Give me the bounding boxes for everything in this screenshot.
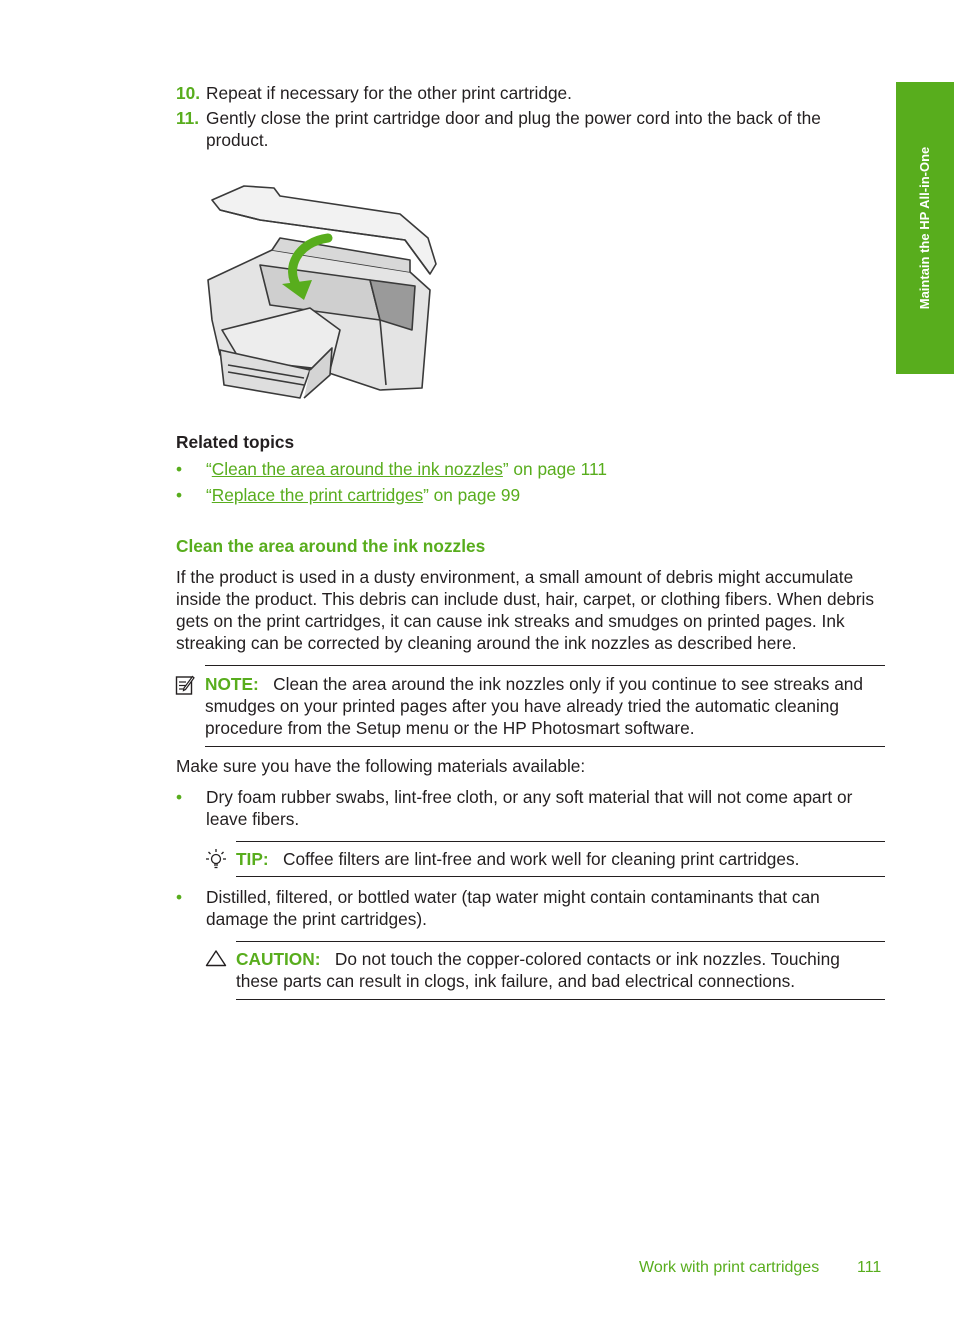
side-tab	[896, 82, 954, 374]
page-ref: ” on page 111	[502, 459, 607, 479]
related-topics-heading: Related topics	[176, 432, 295, 452]
note-top-rule	[205, 665, 885, 666]
tip-block	[236, 848, 885, 870]
section-heading: Clean the area around the ink nozzles	[176, 536, 486, 556]
material-text: Dry foam rubber swabs, lint-free cloth, or any soft material that will not come apart or leave fibers.	[206, 787, 853, 829]
caution-triangle-icon	[205, 949, 227, 967]
note-label: NOTE:	[205, 674, 259, 694]
material-text: Distilled, filtered, or bottled water (tap water might contain contaminants that can damage the print cartridges).	[206, 887, 820, 929]
footer-section-title: Work with print cartridges	[639, 1259, 820, 1276]
step-number: 11.	[176, 108, 200, 128]
intro-paragraph: If the product is used in a dusty environment, a small amount of debris might accumulate inside the product. This debris can include dust, hair, carpet, or clothing fibers. When debris gets on the print cartridges, it can cause ink streaks and smudges on printed pages. Ink streaking can be corrected by cleaning around the ink nozzles as described here.	[176, 567, 875, 653]
note-block	[205, 673, 885, 739]
materials-intro: Make sure you have the following materials available:	[176, 756, 586, 776]
tip-top-rule	[236, 841, 885, 842]
bullet: •	[176, 787, 183, 807]
note-bottom-rule	[205, 746, 885, 747]
page-ref: ” on page 99	[423, 485, 521, 505]
link-text[interactable]: Clean the area around the ink nozzles	[211, 459, 503, 479]
quote-open: “	[206, 485, 212, 505]
caution-text: Do not touch the copper-colored contacts or ink nozzles. Touching these parts can result in clogs, ink failure, and bad electrical connections.	[236, 949, 840, 991]
caution-bottom-rule	[236, 999, 885, 1000]
material-item	[176, 886, 886, 930]
step-text: Gently close the print cartridge door and plug the power cord into the back of the product.	[206, 108, 821, 150]
tip-label: TIP:	[236, 849, 269, 869]
caution-top-rule	[236, 941, 885, 942]
bullet: •	[176, 887, 183, 907]
quote-open: “	[206, 459, 212, 479]
bullet: •	[176, 485, 183, 505]
bullet: •	[176, 459, 183, 479]
related-item	[176, 458, 607, 480]
side-tab-label: Maintain the HP All-in-One	[917, 146, 932, 310]
caution-block	[236, 948, 885, 992]
related-item	[176, 484, 520, 506]
material-item	[176, 786, 886, 830]
step-text: Repeat if necessary for the other print cartridge.	[206, 83, 572, 103]
step-11	[176, 107, 866, 151]
printer-illustration	[200, 180, 445, 402]
tip-bottom-rule	[236, 876, 885, 877]
caution-label: CAUTION:	[236, 949, 321, 969]
page-number: 111	[857, 1259, 882, 1276]
step-number: 10.	[176, 83, 201, 103]
note-text: Clean the area around the ink nozzles only if you continue to see streaks and smudges on your printed pages after you have already tried the automatic cleaning procedure from the Setup menu or the HP Photosmart software.	[205, 674, 864, 738]
link-text[interactable]: Replace the print cartridges	[211, 485, 424, 505]
note-icon	[175, 674, 195, 696]
lightbulb-icon	[205, 848, 227, 872]
related-link-replace-cartridges[interactable]	[206, 485, 520, 505]
tip-text: Coffee filters are lint-free and work well for cleaning print cartridges.	[283, 849, 800, 869]
step-10	[176, 82, 866, 104]
related-link-clean-nozzles[interactable]	[206, 459, 607, 479]
